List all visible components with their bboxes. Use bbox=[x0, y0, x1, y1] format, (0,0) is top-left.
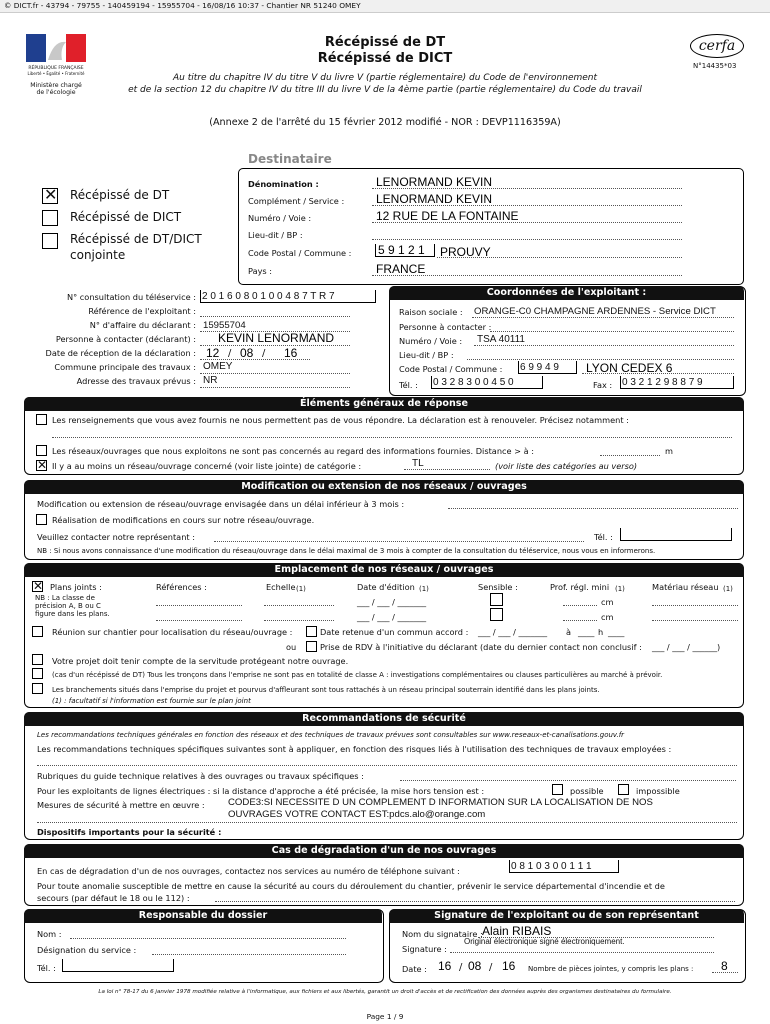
date-reception-year[interactable]: 16 bbox=[284, 346, 298, 360]
elements-l2: Les réseaux/ouvrages que nous exploitons ne sont pas concernés au regard des informations fournies. Distance > à : bbox=[52, 446, 534, 456]
mesures-label: Mesures de sécurité à mettre en œuvre : bbox=[37, 800, 205, 810]
ministry-text: Ministère chargé de l'écologie bbox=[30, 82, 82, 96]
label-recepisse-dict: Récépissé de DICT bbox=[70, 210, 182, 224]
modif-bar: Modification ou extension de nos réseaux / ouvrages bbox=[24, 480, 744, 494]
responsable-nom-label: Nom : bbox=[37, 929, 62, 939]
adresse-travaux-label: Adresse des travaux prévus : bbox=[76, 376, 196, 386]
checkbox-impossible[interactable] bbox=[618, 784, 629, 795]
signataire-label: Nom du signataire : bbox=[402, 929, 483, 939]
checkbox-reseau-concerne[interactable] bbox=[36, 460, 47, 471]
mesures-line2[interactable]: OUVRAGES VOTRE CONTACT EST:pdcs.alo@orange.com bbox=[228, 809, 486, 820]
complement-label: Complément / Service : bbox=[248, 196, 345, 206]
complement-value[interactable]: LENORMAND KEVIN bbox=[376, 192, 493, 206]
raison-value[interactable]: ORANGE-C0 CHAMPAGNE ARDENNES - Service DICT bbox=[474, 306, 716, 317]
checkbox-possible[interactable] bbox=[552, 784, 563, 795]
motto-text: Liberté • Égalité • Fraternité bbox=[27, 71, 85, 76]
responsable-tel-field[interactable] bbox=[62, 959, 174, 972]
exploitant-cp-value: 6 9 9 4 9 bbox=[520, 362, 559, 373]
fax-value: 0 3 2 1 2 9 8 8 7 9 bbox=[622, 377, 703, 388]
dispositifs-label: Dispositifs importants pour la sécurité : bbox=[37, 827, 222, 837]
denomination-value[interactable]: LENORMAND KEVIN bbox=[376, 175, 493, 189]
pieces-value[interactable]: 8 bbox=[721, 959, 728, 973]
signature-label: Signature : bbox=[402, 944, 447, 954]
cp-value: 5 9 1 2 1 bbox=[378, 243, 425, 257]
degradation-l1: En cas de dégradation d'un de nos ouvrages, contactez nos services au numéro de téléphone suivant : bbox=[37, 866, 460, 876]
facultatif-note: (1) : facultatif si l'information est fournie sur le plan joint bbox=[52, 697, 251, 705]
checkbox-recepisse-conjointe[interactable] bbox=[42, 233, 58, 249]
modif-l1: Modification ou extension de réseau/ouvrage envisagée dans un délai inférieur à 3 mois : bbox=[37, 499, 405, 509]
recommandations-bar: Recommandations de sécurité bbox=[24, 712, 744, 726]
subtitle-1: Au titre du chapitre IV du titre V du livre V (partie réglementaire) du Code de l'environnement bbox=[172, 73, 598, 83]
checkbox-branchements[interactable] bbox=[32, 683, 43, 694]
signature-bar: Signature de l'exploitant ou de son représentant bbox=[389, 909, 744, 923]
prof-note: (1) bbox=[615, 585, 625, 593]
date-reception-label: Date de réception de la déclaration : bbox=[45, 348, 196, 358]
elements-l3-value[interactable]: TL bbox=[412, 458, 424, 469]
date-retenue-label: Date retenue d'un commun accord : bbox=[320, 627, 469, 637]
label-conjointe-1: Récépissé de DT/DICT bbox=[70, 232, 202, 246]
cm-2: cm bbox=[601, 612, 614, 622]
tel-label: Tél. : bbox=[399, 380, 418, 390]
h-label: h bbox=[598, 627, 604, 637]
signature-value: Original électronique signé électroniquement. bbox=[464, 937, 625, 946]
pays-label: Pays : bbox=[248, 266, 273, 276]
checkbox-date-retenue[interactable] bbox=[306, 626, 317, 637]
rdv-label: Prise de RDV à l'initiative du déclarant (date du dernier contact non conclusif : bbox=[320, 642, 642, 652]
lieudit-label: Lieu-dit / BP : bbox=[248, 230, 303, 240]
recommandations-l3: Rubriques du guide technique relatives à des ouvrages ou travaux spécifiques : bbox=[37, 771, 364, 781]
elements-l2-unit: m bbox=[665, 446, 673, 456]
checkbox-servitude[interactable] bbox=[32, 654, 43, 665]
checkbox-reunion-chantier[interactable] bbox=[32, 626, 43, 637]
materiau-label: Matériau réseau bbox=[652, 582, 719, 592]
title-dt: Récépissé de DT bbox=[324, 35, 446, 50]
label-conjointe-2: conjointe bbox=[70, 248, 126, 262]
plans-nb: NB : La classe de précision A, B ou C figure dans les plans. bbox=[35, 594, 110, 618]
cerfa-text: cerfa bbox=[698, 38, 736, 54]
prof-label: Prof. régl. mini bbox=[550, 582, 610, 592]
header-strip-text: © DICT.fr - 43794 - 79755 - 140459194 - 15955704 - 16/08/16 10:37 - Chantier NR 51240 OMEY bbox=[4, 1, 361, 10]
date-edition-label: Date d'édition bbox=[357, 582, 415, 592]
echelle-note: (1) bbox=[296, 585, 306, 593]
republic-text: RÉPUBLIQUE FRANÇAISE bbox=[28, 66, 84, 71]
pieces-label: Nombre de pièces jointes, y compris les plans : bbox=[528, 965, 694, 973]
plans-label: Plans joints : bbox=[50, 582, 102, 592]
subtitle-2: et de la section 12 du chapitre IV du titre III du livre V de la 4ème partie (partie réglementaire) du Code du travail bbox=[128, 85, 642, 95]
degradation-bar: Cas de dégradation d'un de nos ouvrages bbox=[24, 844, 744, 858]
elements-l3: Il y a au moins un réseau/ouvrage concerné (voir liste jointe) de catégorie : bbox=[52, 461, 362, 471]
raison-label: Raison sociale : bbox=[399, 307, 463, 317]
checkbox-sensible-1[interactable] bbox=[490, 593, 503, 606]
checkbox-modifications-en-cours[interactable] bbox=[36, 514, 47, 525]
degradation-l3: secours (par défaut le 18 ou le 112) : bbox=[37, 893, 190, 903]
modif-l3: Veuillez contacter notre représentant : bbox=[37, 532, 195, 542]
signataire-value[interactable]: Alain RIBAIS bbox=[482, 924, 552, 938]
possible-label: possible bbox=[570, 786, 604, 796]
cp-label: Code Postal / Commune : bbox=[248, 248, 352, 258]
label-recepisse-dt: Récépissé de DT bbox=[70, 188, 170, 202]
ou-label: ou bbox=[286, 642, 297, 652]
modif-tel-label: Tél. : bbox=[594, 532, 613, 542]
materiau-note: (1) bbox=[723, 585, 733, 593]
exploitant-commune-value[interactable]: LYON CEDEX 6 bbox=[586, 361, 673, 375]
exploitant-cp-label: Code Postal / Commune : bbox=[399, 364, 503, 374]
footer-law: La loi n° 78-17 du 6 janvier 1978 modifiée relative à l'informatique, aux fichiers et aux libertés, garantit un droit d'accès et de rectification des données auprès des organismes destinataires du formulaire. bbox=[98, 989, 672, 995]
consultation-num-label: N° consultation du téléservice : bbox=[66, 292, 196, 302]
signature-date-year[interactable]: 16 bbox=[502, 959, 516, 973]
exploitant-voie-value[interactable]: TSA 40111 bbox=[477, 334, 525, 345]
branchements-label: Les branchements situés dans l'emprise du projet et pourvus d'affleurant sont tous rattachés à un réseau principal souterrain identifié dans les plans joints. bbox=[52, 686, 600, 694]
affaire-value[interactable]: 15955704 bbox=[203, 320, 246, 331]
degradation-tel-value: 0 8 1 0 3 0 0 1 1 1 bbox=[511, 861, 592, 872]
responsable-bar: Responsable du dossier bbox=[24, 909, 382, 923]
checkbox-plans-joints[interactable] bbox=[32, 581, 43, 592]
reunion-label: Réunion sur chantier pour localisation du réseau/ouvrage : bbox=[52, 627, 293, 637]
modif-l2: Réalisation de modifications en cours sur notre réseau/ouvrage. bbox=[52, 515, 315, 525]
pays-value[interactable]: FRANCE bbox=[376, 262, 426, 276]
cm-1: cm bbox=[601, 597, 614, 607]
checkbox-prise-rdv[interactable] bbox=[306, 641, 317, 652]
tel-value: 0 3 2 8 3 0 0 4 5 0 bbox=[433, 377, 514, 388]
adresse-travaux-value[interactable]: NR bbox=[203, 375, 218, 386]
denomination-label: Dénomination : bbox=[248, 179, 319, 189]
checkbox-cas-dt[interactable] bbox=[32, 668, 43, 679]
responsable-designation-label: Désignation du service : bbox=[37, 945, 137, 955]
numero-label: Numéro / Voie : bbox=[248, 213, 312, 223]
checkbox-non-concernes[interactable] bbox=[36, 445, 47, 456]
sensible-label: Sensible : bbox=[478, 582, 518, 592]
numero-value[interactable]: 12 RUE DE LA FONTAINE bbox=[376, 209, 519, 223]
date-reception-month[interactable]: 08 bbox=[240, 346, 254, 360]
commune-travaux-label: Commune principale des travaux : bbox=[54, 362, 196, 372]
refs-label: Références : bbox=[156, 582, 207, 592]
page-number: Page 1 / 9 bbox=[366, 1012, 404, 1021]
signature-date-month[interactable]: 08 bbox=[468, 959, 482, 973]
consultation-num-value: 2 0 1 6 0 8 0 1 0 0 4 8 7 T R 7 bbox=[202, 291, 335, 302]
date-edition-note: (1) bbox=[419, 585, 429, 593]
checkbox-sensible-2[interactable] bbox=[490, 608, 503, 621]
emplacement-bar: Emplacement de nos réseaux / ouvrages bbox=[24, 563, 744, 577]
contact-declarant-label: Personne à contacter (déclarant) : bbox=[55, 334, 196, 344]
echelle-label: Echelle bbox=[266, 582, 296, 592]
recommandations-l2: Les recommandations techniques spécifiques suivantes sont à appliquer, en fonction des risques liés à l'utilisation des techniques de travaux employées : bbox=[37, 744, 672, 754]
contact-declarant-value[interactable]: KEVIN LENORMAND bbox=[218, 331, 335, 345]
commune-value[interactable]: PROUVY bbox=[440, 245, 491, 259]
affaire-label: N° d'affaire du déclarant : bbox=[89, 320, 196, 330]
modif-nb: NB : Si nous avons connaissance d'une modification du réseau/ouvrage dans le délai maximal de 3 mois à compter de la consultation du téléservice, nous vous en informerons. bbox=[37, 547, 656, 555]
commune-travaux-value[interactable]: OMEY bbox=[203, 361, 233, 372]
impossible-label: impossible bbox=[636, 786, 680, 796]
exploitant-bar: Coordonnées de l'exploitant : bbox=[389, 286, 744, 300]
signature-date-label: Date : bbox=[402, 964, 427, 974]
responsable-tel-label: Tél. : bbox=[37, 963, 56, 973]
checkbox-recepisse-dt[interactable] bbox=[42, 188, 58, 204]
checkbox-renseignements-insuffisants[interactable] bbox=[36, 414, 47, 425]
mesures-line1[interactable]: CODE3:SI NECESSITE D UN COMPLEMENT D INFORMATION SUR LA LOCALISATION DE NOS bbox=[228, 797, 653, 808]
annexe-text: (Annexe 2 de l'arrêté du 15 février 2012 modifié - NOR : DEVP1116359A) bbox=[209, 117, 561, 128]
elements-l1: Les renseignements que vous avez fournis ne nous permettent pas de vous répondre. La déclaration est à renouveler. Précisez notamment : bbox=[52, 415, 629, 425]
a-label: à bbox=[566, 627, 572, 637]
title-dict: Récépissé de DICT bbox=[317, 51, 453, 66]
exploitant-voie-label: Numéro / Voie : bbox=[399, 336, 463, 346]
degradation-l2: Pour toute anomalie susceptible de mettre en cause la sécurité au cours du déroulement du chantier, prévenir le service départemental d'incendie et de bbox=[37, 881, 665, 891]
date-reception-day[interactable]: 12 bbox=[206, 346, 220, 360]
destinataire-heading: Destinataire bbox=[248, 152, 332, 166]
signature-date-day[interactable]: 16 bbox=[438, 959, 452, 973]
fax-label: Fax : bbox=[593, 380, 613, 390]
elements-bar: Éléments généraux de réponse bbox=[24, 397, 744, 411]
exploitant-lieudit-label: Lieu-dit / BP : bbox=[399, 350, 454, 360]
recommandations-l1: Les recommandations techniques générales en fonction des réseaux et des techniques de travaux prévues sont consultables sur www.reseaux-et-canalisations.gouv.fr bbox=[37, 731, 625, 739]
servitude-label: Votre projet doit tenir compte de la servitude protégeant notre ouvrage. bbox=[52, 656, 349, 666]
ref-exploitant-label: Référence de l'exploitant : bbox=[88, 306, 196, 316]
cerfa-number: N°14435*03 bbox=[693, 62, 737, 70]
casdt-label: (cas d'un récépissé de DT) Tous les tronçons dans l'emprise ne sont pas en totalité de classe A : investigations complémentaires ou clauses particulières au marché à prévoir. bbox=[52, 671, 663, 679]
recommandations-l4: Pour les exploitants de lignes électriques : si la distance d'approche a été précisée, la mise hors tension est : bbox=[37, 786, 485, 796]
modif-tel-field[interactable] bbox=[620, 528, 732, 541]
exploitant-contact-label: Personne à contacter : bbox=[399, 322, 492, 332]
cerfa-logo bbox=[690, 34, 744, 58]
checkbox-recepisse-dict[interactable] bbox=[42, 210, 58, 226]
elements-l3-note: (voir liste des catégories au verso) bbox=[495, 461, 638, 471]
